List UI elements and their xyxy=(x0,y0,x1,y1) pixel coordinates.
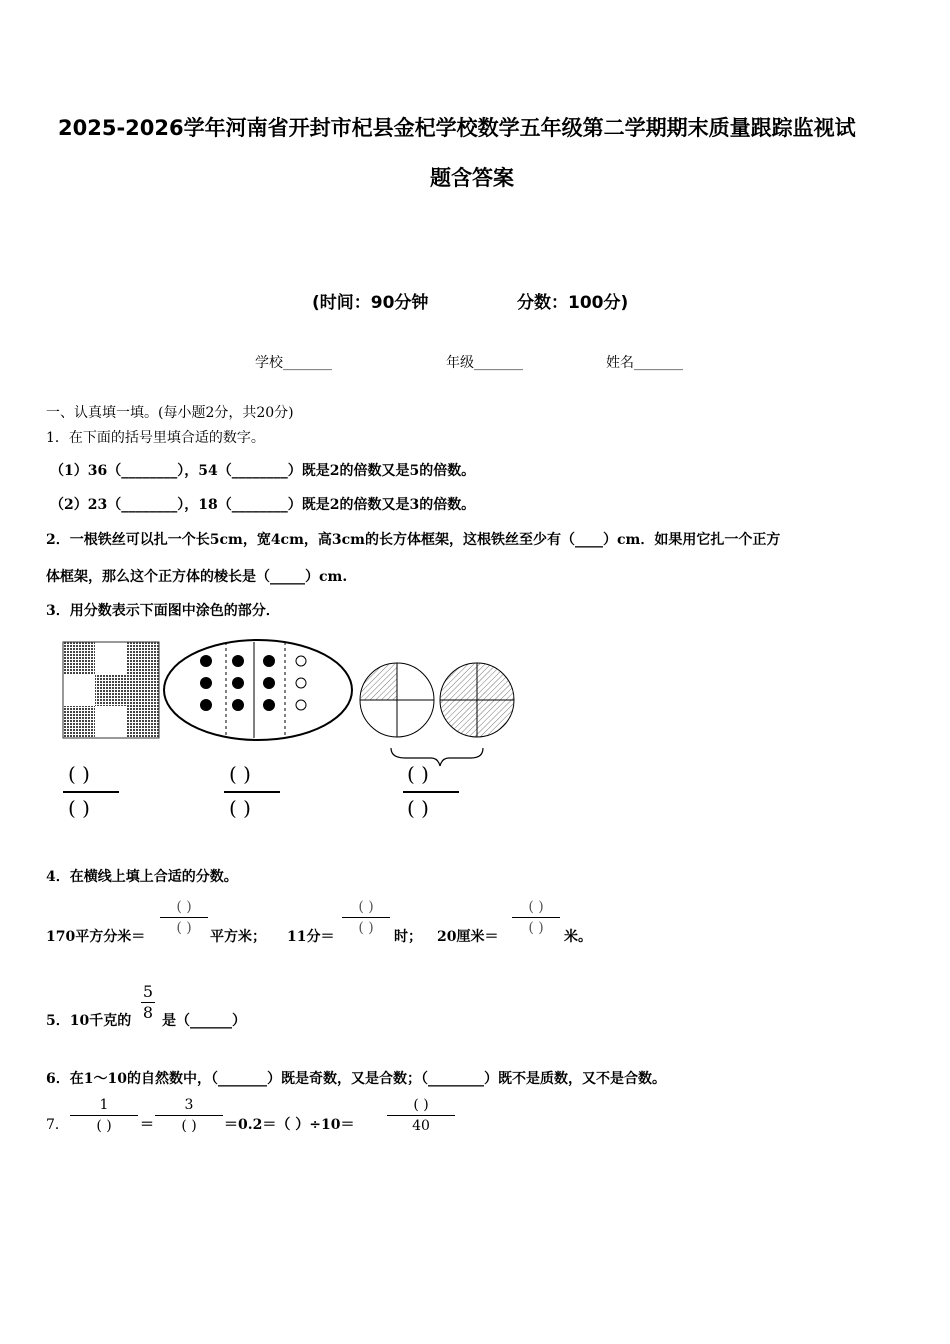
section-heading: 一、认真填一填。(每小题2分，共20分) xyxy=(46,405,294,421)
q7-f1-numerator: 1 xyxy=(99,1097,109,1113)
question-4-fraction-2[interactable] xyxy=(342,897,390,938)
question-4-stem: 4．在横线上填上合适的分数。 xyxy=(46,869,238,885)
answer-1-denominator[interactable]: ( ) xyxy=(68,796,90,820)
q7-f3-denominator: 40 xyxy=(412,1118,430,1134)
name-field: 姓名_______ xyxy=(606,355,683,371)
question-4-part3: 20厘米＝ xyxy=(437,929,499,945)
page-title-line1: 2025-2026学年河南省开封市杞县金杞学校数学五年级第二学期期末质量跟踪监视试 xyxy=(58,116,856,140)
question-4-unit3: 米。 xyxy=(564,929,592,945)
question-4-unit1: 平方米； xyxy=(210,929,266,945)
question-7-middle: ＝0.2＝（ ）÷10＝ xyxy=(224,1117,355,1133)
q5-denominator: 8 xyxy=(142,1003,154,1022)
answer-3-denominator[interactable]: ( ) xyxy=(407,796,429,820)
exam-score: 分数：100分) xyxy=(517,293,629,313)
fraction-3-denominator[interactable]: ( ) xyxy=(528,920,544,936)
answer-2-numerator[interactable]: ( ) xyxy=(229,762,251,786)
question-4-part1: 170平方分米＝ xyxy=(46,929,146,945)
fraction-1-denominator[interactable]: ( ) xyxy=(176,920,192,936)
question-7-fraction-3[interactable] xyxy=(387,1095,455,1136)
question-5-fraction xyxy=(141,982,155,1023)
question-6: 6．在1～10的自然数中，（_______）既是奇数，又是合数；（________）既不是质数，又不是合数。 xyxy=(46,1071,666,1087)
q5-numerator: 5 xyxy=(142,982,154,1001)
question-2-line2: 体框架，那么这个正方体的棱长是（_____）cm. xyxy=(46,569,348,585)
answer-3-numerator[interactable]: ( ) xyxy=(407,762,429,786)
fraction-3-numerator[interactable]: ( ) xyxy=(528,899,544,915)
question-3-stem: 3．用分数表示下面图中涂色的部分． xyxy=(46,603,280,619)
question-4-unit2: 时； xyxy=(394,929,422,945)
question-5-prefix: 5．10千克的 xyxy=(46,1013,132,1029)
q7-f3-numerator[interactable]: ( ) xyxy=(413,1097,429,1113)
question-7-fraction-2[interactable] xyxy=(155,1095,223,1136)
question-4-fraction-1[interactable] xyxy=(160,897,208,938)
question-3-figures xyxy=(55,630,535,830)
page-title-line2: 题含答案 xyxy=(430,166,514,190)
q7-f2-denominator[interactable]: ( ) xyxy=(181,1118,197,1134)
exam-time: (时间：90分钟 xyxy=(312,293,429,313)
answer-1-numerator[interactable]: ( ) xyxy=(68,762,90,786)
school-field: 学校_______ xyxy=(255,355,332,371)
answer-2-denominator[interactable]: ( ) xyxy=(229,796,251,820)
question-5-suffix: 是（______） xyxy=(162,1013,246,1029)
figure-ellipse xyxy=(164,640,352,740)
question-1-part-a: （1）36（________），54（________）既是2的倍数又是5的倍数。 xyxy=(50,463,476,479)
question-4-part2: 11分＝ xyxy=(287,929,335,945)
fraction-2-numerator[interactable]: ( ) xyxy=(358,899,374,915)
fraction-2-denominator[interactable]: ( ) xyxy=(358,920,374,936)
question-7-equals: ＝ xyxy=(140,1117,154,1133)
q7-f2-numerator: 3 xyxy=(184,1097,194,1113)
question-7-prefix: 7． xyxy=(46,1117,69,1133)
fraction-1-numerator[interactable]: ( ) xyxy=(176,899,192,915)
question-1-stem: 1．在下面的括号里填合适的数字。 xyxy=(46,430,265,446)
figure-grid xyxy=(63,642,159,738)
grade-field: 年级_______ xyxy=(446,355,523,371)
question-2-line1: 2．一根铁丝可以扎一个长5cm，宽4cm，高3cm的长方体框架，这根铁丝至少有（____）cm．如果用它扎一个正方 xyxy=(46,532,781,548)
question-4-fraction-3[interactable] xyxy=(512,897,560,938)
q7-f1-denominator[interactable]: ( ) xyxy=(96,1118,112,1134)
question-7-fraction-1[interactable] xyxy=(70,1095,138,1136)
question-1-part-b: （2）23（________），18（________）既是2的倍数又是3的倍数。 xyxy=(50,497,476,513)
figure-circles xyxy=(360,663,514,766)
